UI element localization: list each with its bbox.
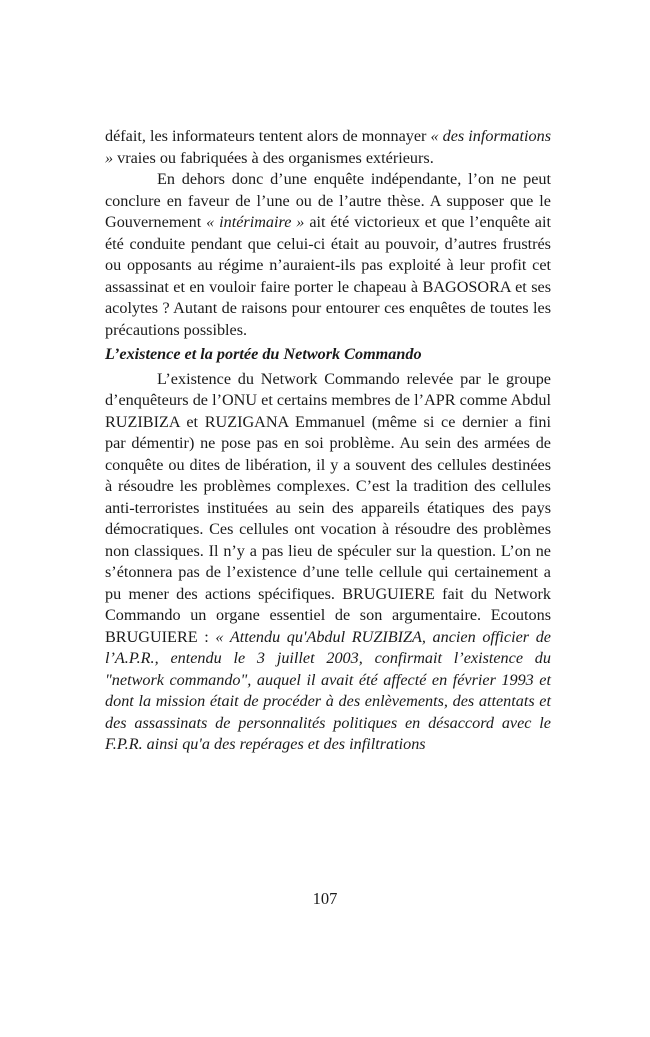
block-quote-text: « Attendu qu'Abdul RUZIBIZA, ancien officier de l’A.P.R., entendu le 3 juillet 2003, confirmait l’existence du "network commando", auquel il avait été affecté en février 1993 et dont la mission était de procéder à des enlèvements, des attentats et des assassinats de personnalités politiques en désaccord avec le F.P.R. ainsi qu'a des repérages et des infiltrations bbox=[105, 627, 551, 753]
paragraph-text: vraies ou fabriquées à des organismes extérieurs. bbox=[113, 148, 434, 167]
paragraph-continuation bbox=[105, 126, 551, 169]
paragraph bbox=[105, 169, 551, 341]
page-number: 107 bbox=[312, 889, 338, 908]
paragraph bbox=[105, 369, 551, 756]
paragraph-text: ait été victorieux et que l’enquête ait été conduite pendant que celui-ci était au pouvoir, d’autres frustrés ou opposants au régime n’auraient-ils pas exploité à leur profit cet assassinat et en vouloir faire porter le chapeau à BAGOSORA et ses acolytes ? Autant de raisons pour entourer ces enquêtes de toutes les précautions possibles. bbox=[105, 213, 551, 339]
paragraph-text: En dehors donc d’une enquête indépendante, l’on ne peut conclure en faveur de l’une ou de l’autre thèse. A supposer que le Gouvernement bbox=[105, 170, 551, 231]
section-heading: L’existence et la portée du Network Commando bbox=[105, 345, 422, 363]
paragraph-text: L’existence du Network Commando relevée par le groupe d’enquêteurs de l’ONU et certains membres de l’APR comme Abdul RUZIBIZA et RUZIGANA Emmanuel (même si ce dernier a fini par démentir) ne pose pas en soi problème. Au sein des armées de conquête ou dites de libération, il y a souvent des cellules destinées à résoudre les problèmes complexes. C’est la tradition des cellules anti-terroristes instituées au sein des appareils étatiques des pays démocratiques. Ces cellules ont vocation à résoudre des problèmes non classiques. Il n’y a pas lieu de spéculer sur la question. L’on ne s’étonnera pas de l’existence d’une telle cellule qui certainement a pu mener des actions spécifiques. BRUGUIERE fait du Network Commando un organe essentiel de son argumentaire. Ecoutons BRUGUIERE : bbox=[105, 369, 551, 646]
quoted-term: « intérimaire » bbox=[206, 213, 305, 231]
book-page-body bbox=[105, 126, 551, 756]
quoted-term: « des informations » bbox=[105, 127, 552, 167]
paragraph-text: défait, les informateurs tentent alors de monnayer bbox=[105, 127, 431, 145]
